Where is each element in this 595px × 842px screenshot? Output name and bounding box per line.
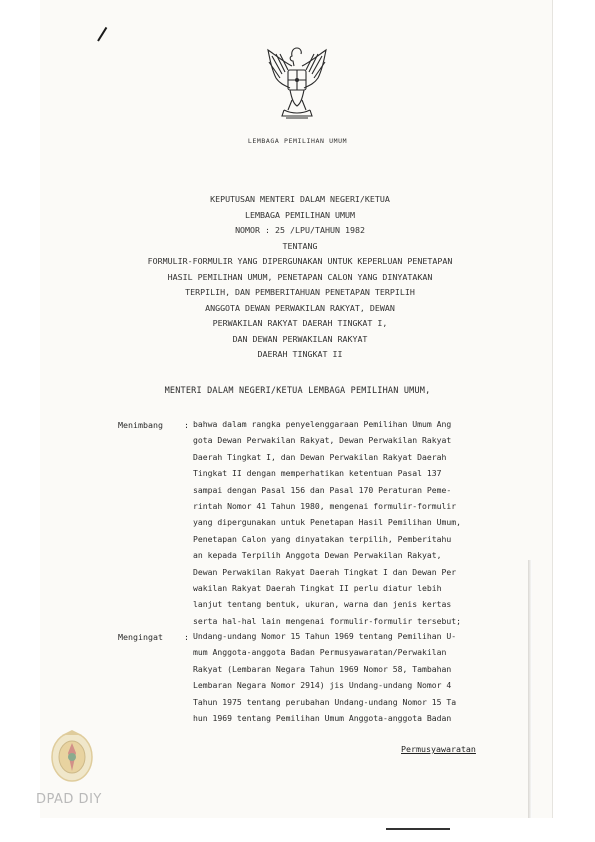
mengingat-line: Tahun 1975 tentang perubahan Undang-undang Nomor 15 Ta	[193, 696, 457, 707]
watermark-text: DPAD DIY	[36, 792, 102, 807]
menimbang-line: lanjut tentang bentuk, ukuran, warna dan jenis kertas	[193, 599, 452, 610]
title-line: PERWAKILAN RAKYAT DAERAH TINGKAT I,	[212, 318, 388, 328]
title-line: KEPUTUSAN MENTERI DALAM NEGERI/KETUA	[210, 194, 390, 204]
title-line: LEMBAGA PEMILIHAN UMUM	[245, 209, 355, 220]
page-edge-shadow	[528, 560, 532, 818]
menimbang-line: bahwa dalam rangka penyelenggaraan Pemilihan Umum Ang	[193, 419, 452, 429]
institution-header: LEMBAGA PEMILIHAN UMUM	[247, 137, 348, 145]
mengingat-colon: :	[184, 632, 189, 642]
mengingat-line: Rakyat (Lembaran Negara Tahun 1969 Nomor 58, Tambahan	[193, 663, 452, 674]
menimbang-line: gota Dewan Perwakilan Rakyat, Dewan Perwakilan Rakyat	[193, 435, 452, 446]
menimbang-text	[193, 416, 493, 629]
menimbang-line: serta hal-hal lain mengenai formulir-formulir tersebut;	[193, 615, 462, 626]
menimbang-line: Penetapan Calon yang dinyatakan terpilih, Pemberitahu	[193, 533, 452, 544]
menimbang-line: Daerah Tingkat I, dan Dewan Perwakilan Rakyat Daerah	[193, 451, 447, 462]
title-line: ANGGOTA DEWAN PERWAKILAN RAKYAT, DEWAN	[205, 302, 395, 313]
title-line: DAN DEWAN PERWAKILAN RAKYAT	[232, 333, 368, 344]
yogyakarta-seal-icon	[48, 727, 96, 785]
title-line: TENTANG	[282, 240, 318, 251]
title-line: DAERAH TINGKAT II	[257, 349, 343, 359]
mengingat-line: mum Anggota-anggota Badan Permusyawaratan/Perwakilan	[193, 647, 447, 658]
menimbang-line: rintah Nomor 41 Tahun 1980, mengenai formulir-formulir	[193, 501, 457, 512]
menimbang-colon: :	[184, 420, 189, 430]
catchword: Permusyawaratan	[401, 744, 476, 754]
title-line: TERPILIH, DAN PEMBERITAHUAN PENETAPAN TERPILIH	[185, 287, 415, 297]
mengingat-line: Lembaran Negara Nomor 2914) jis Undang-undang Nomor 4	[193, 680, 452, 691]
title-line: FORMULIR-FORMULIR YANG DIPERGUNAKAN UNTUK KEPERLUAN PENETAPAN	[147, 256, 453, 266]
mengingat-line: hun 1969 tentang Pemilihan Umum Anggota-anggota Badan	[193, 713, 452, 724]
menimbang-line: Tingkat II dengan memperhatikan ketentuan Pasal 137	[193, 468, 442, 479]
garuda-emblem-icon	[262, 44, 332, 126]
menimbang-line: an kepada Terpilih Anggota Dewan Perwakilan Rakyat,	[193, 550, 442, 561]
menimbang-line: wakilan Rakyat Daerah Tingkat II perlu diatur lebih	[193, 583, 442, 594]
menimbang-label: Menimbang	[118, 420, 163, 430]
title-line: HASIL PEMILIHAN UMUM, PENETAPAN CALON YANG DINYATAKAN	[167, 271, 433, 282]
menimbang-line: Dewan Perwakilan Rakyat Daerah Tingkat I dan Dewan Per	[193, 566, 457, 577]
mengingat-line: Undang-undang Nomor 15 Tahun 1969 tentang Pemilihan U-	[193, 631, 457, 641]
decree-title	[120, 192, 480, 363]
footer-rule	[386, 828, 450, 830]
mengingat-label: Mengingat	[118, 632, 163, 642]
mengingat-text	[193, 628, 493, 726]
menimbang-line: yang dipergunakan untuk Penetapan Hasil Pemilihan Umum,	[193, 517, 462, 528]
title-line: NOMOR : 25 /LPU/TAHUN 1982	[235, 225, 365, 235]
menimbang-line: sampai dengan Pasal 156 dan Pasal 170 Peraturan Peme-	[193, 484, 452, 495]
minister-heading: MENTERI DALAM NEGERI/KETUA LEMBAGA PEMILIHAN UMUM,	[164, 386, 431, 396]
